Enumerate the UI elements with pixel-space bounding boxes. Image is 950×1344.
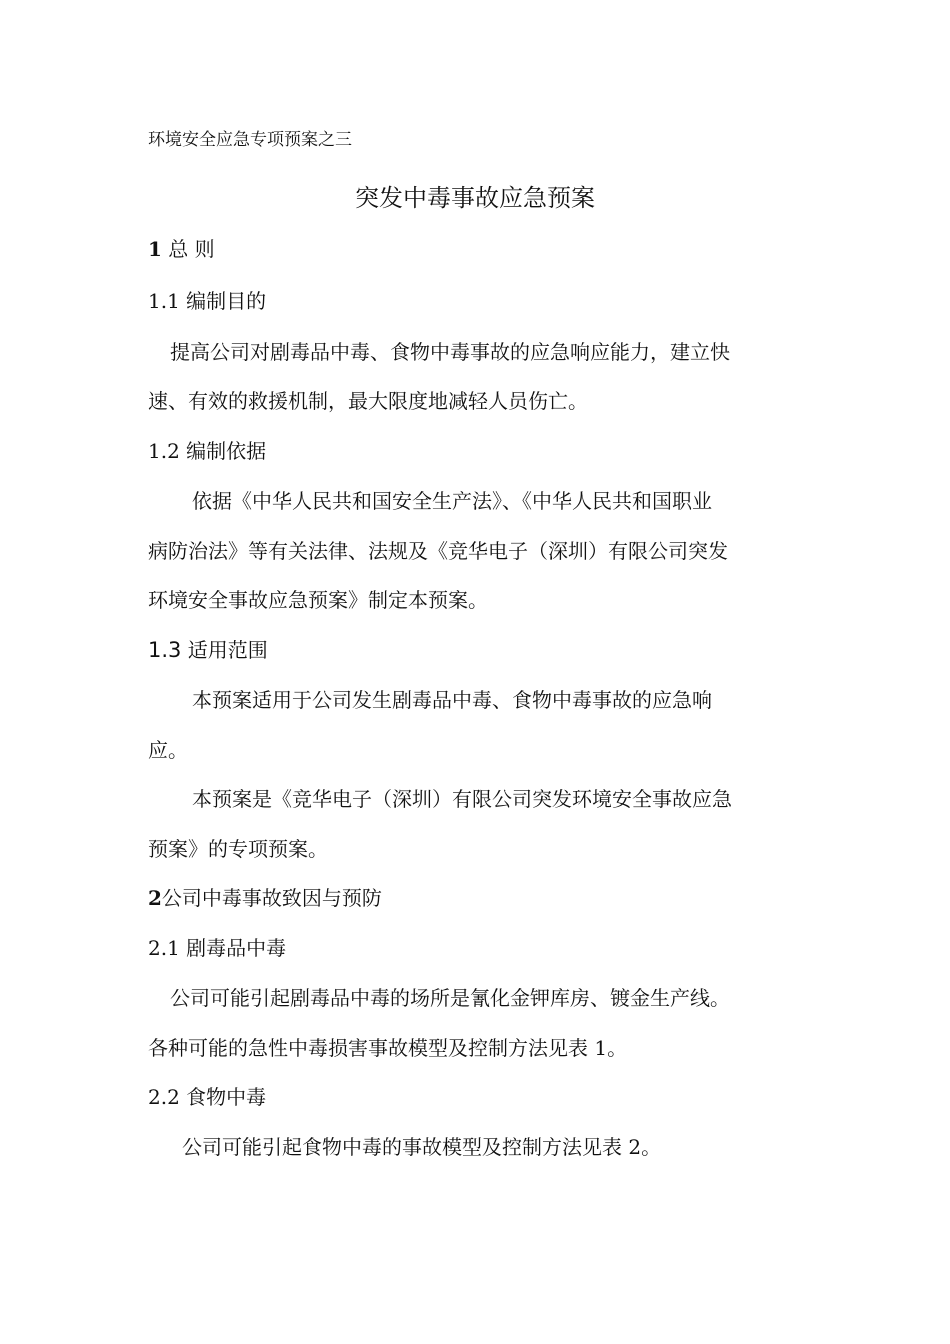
section-1-1-heading: 1.1 编制目的: [148, 289, 267, 313]
section-1-3-heading: [148, 636, 268, 664]
paragraph: 提高公司对剧毒品中毒、食物中毒事故的应急响应能力，建立快: [170, 340, 730, 364]
document-title: 突发中毒事故应急预案: [355, 184, 595, 212]
paragraph: 预案》的专项预案。: [148, 837, 328, 861]
paragraph: 病防治法》等有关法律、法规及《竞华电子（深圳）有限公司突发: [148, 539, 728, 563]
section-1-2-heading: 1.2 编制依据: [148, 439, 267, 463]
section-text: 总 则: [168, 237, 215, 261]
section-number: 1: [148, 237, 162, 261]
section-2-1-heading: 2.1 剧毒品中毒: [148, 936, 287, 960]
paragraph: 速、有效的救援机制，最大限度地减轻人员伤亡。: [148, 389, 588, 413]
paragraph: 应。: [148, 738, 188, 762]
paragraph: 环境安全事故应急预案》制定本预案。: [148, 588, 488, 612]
paragraph: 公司可能引起剧毒品中毒的场所是氰化金钾库房、镀金生产线。: [170, 986, 730, 1010]
section-number: 1.3: [148, 638, 182, 662]
section-1-heading: [148, 235, 215, 263]
section-text: 公司中毒事故致因与预防: [161, 886, 382, 910]
paragraph: 本预案是《竞华电子（深圳）有限公司突发环境安全事故应急: [192, 787, 732, 811]
paragraph: 依据《中华人民共和国安全生产法》、《中华人民共和国职业: [192, 489, 712, 513]
section-2-heading: [148, 884, 382, 912]
paragraph: 本预案适用于公司发生剧毒品中毒、食物中毒事故的应急响: [192, 688, 712, 712]
series-label: 环境安全应急专项预案之三: [148, 130, 352, 150]
section-text: 适用范围: [187, 638, 268, 662]
paragraph: 公司可能引起食物中毒的事故模型及控制方法见表 2。: [182, 1135, 662, 1159]
section-number: 2: [148, 886, 162, 910]
section-2-2-heading: 2.2 食物中毒: [148, 1085, 267, 1109]
paragraph: 各种可能的急性中毒损害事故模型及控制方法见表 1。: [148, 1036, 628, 1060]
